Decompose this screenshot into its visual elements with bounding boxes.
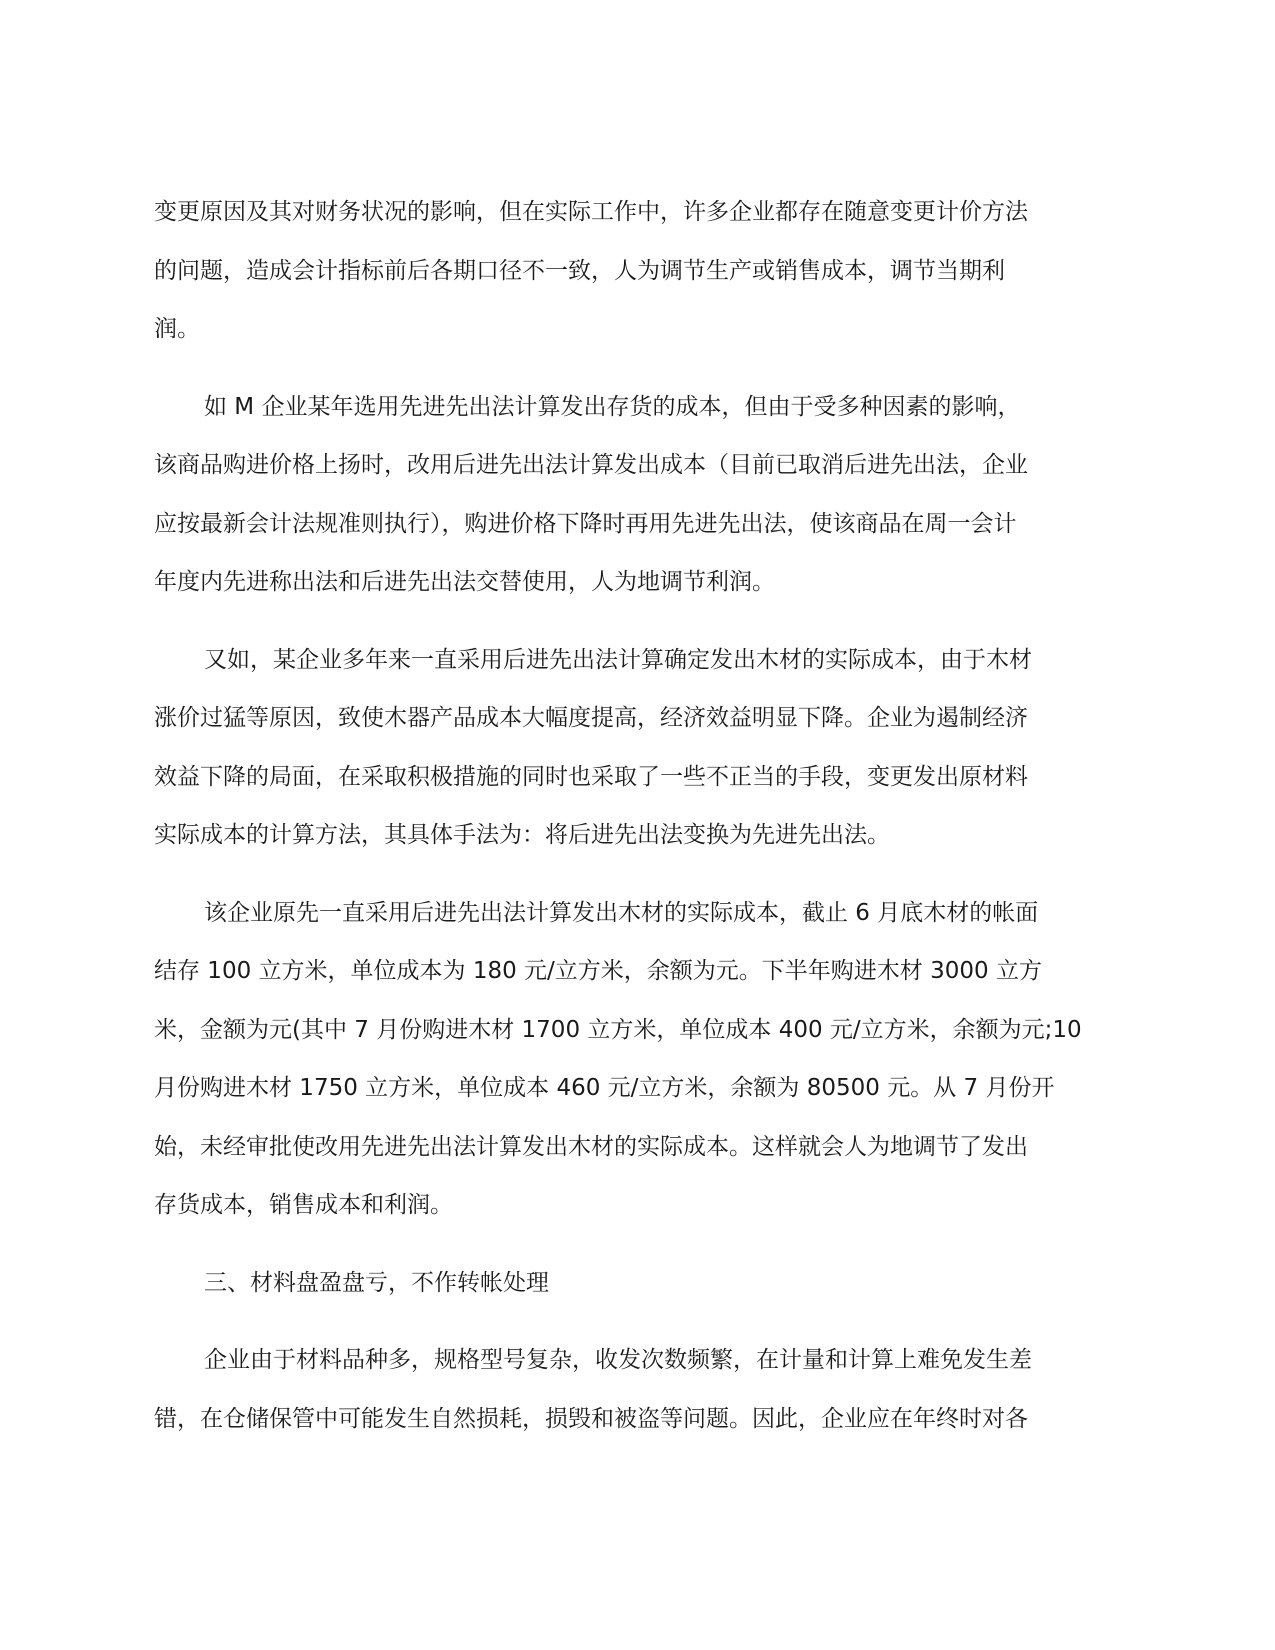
paragraph-6 [154, 1331, 1108, 1448]
paragraph-1 [154, 183, 1108, 359]
text-line: 存货成本，销售成本和利润。 [154, 1192, 453, 1218]
paragraph-spacer [154, 865, 1108, 884]
text-line: 又如，某企业多年来一直采用后进先出法计算确定发出木材的实际成本，由于木材 [204, 646, 1032, 673]
paragraph-spacer [154, 1235, 1108, 1254]
text-line: 月份购进木材 1750 立方米，单位成本 460 元/立方米，余额为 80500 元。从 7 月份开 [154, 1075, 1055, 1101]
section-heading [154, 1254, 1108, 1313]
text-line: 企业由于材料品种多，规格型号复杂，收发次数频繁，在计量和计算上难免发生差 [204, 1347, 1032, 1373]
text-line: 应按最新会计法规准则执行），购进价格下降时再用先进先出法，使该商品在周一会计 [154, 510, 1017, 537]
text-line: 实际成本的计算方法，其具体手法为：将后进先出法变换为先进先出法。 [154, 822, 890, 848]
text-line: 该企业原先一直采用后进先出法计算发出木材的实际成本，截止 6 月底木材的帐面 [204, 899, 1039, 926]
document-body [154, 183, 1108, 1448]
text-line: 如 M 企业某年选用先进先出法计算发出存货的成本，但由于受多种因素的影响， [204, 393, 1021, 420]
text-line: 米，金额为元(其中 7 月份购进木材 1700 立方米，单位成本 400 元/立方米，余额为元;10 [154, 1016, 1082, 1043]
text-line: 错，在仓储保管中可能发生自然损耗，损毁和被盗等问题。因此，企业应在年终时对各 [154, 1405, 1028, 1432]
text-line: 始，未经审批使改用先进先出法计算发出木材的实际成本。这样就会人为地调节了发出 [154, 1133, 1028, 1160]
text-line: 涨价过猛等原因，致使木器产品成本大幅度提高，经济效益明显下降。企业为遏制经济 [154, 705, 1028, 731]
text-line: 年度内先进称出法和后进先出法交替使用，人为地调节利润。 [154, 569, 775, 595]
paragraph-spacer [154, 1312, 1108, 1331]
text-line: 润。 [154, 316, 200, 342]
text-line: 效益下降的局面，在采取积极措施的同时也采取了一些不正当的手段，变更发出原材料 [154, 763, 1028, 790]
paragraph-spacer [154, 612, 1108, 631]
paragraph-2 [154, 378, 1108, 612]
text-line: 结存 100 立方米，单位成本为 180 元/立方米，余额为元。下半年购进木材 3000 立方 [154, 958, 1042, 984]
paragraph-spacer [154, 359, 1108, 378]
section-heading-text: 三、材料盘盈盘亏，不作转帐处理 [204, 1269, 549, 1296]
text-line: 的问题，造成会计指标前后各期口径不一致，人为调节生产或销售成本，调节当期利 [154, 257, 1005, 284]
paragraph-4 [154, 884, 1108, 1235]
paragraph-3 [154, 631, 1108, 865]
text-line: 该商品购进价格上扬时，改用后进先出法计算发出成本（目前已取消后进先出法，企业 [154, 452, 1028, 478]
text-line: 变更原因及其对财务状况的影响，但在实际工作中，许多企业都存在随意变更计价方法 [154, 199, 1028, 225]
